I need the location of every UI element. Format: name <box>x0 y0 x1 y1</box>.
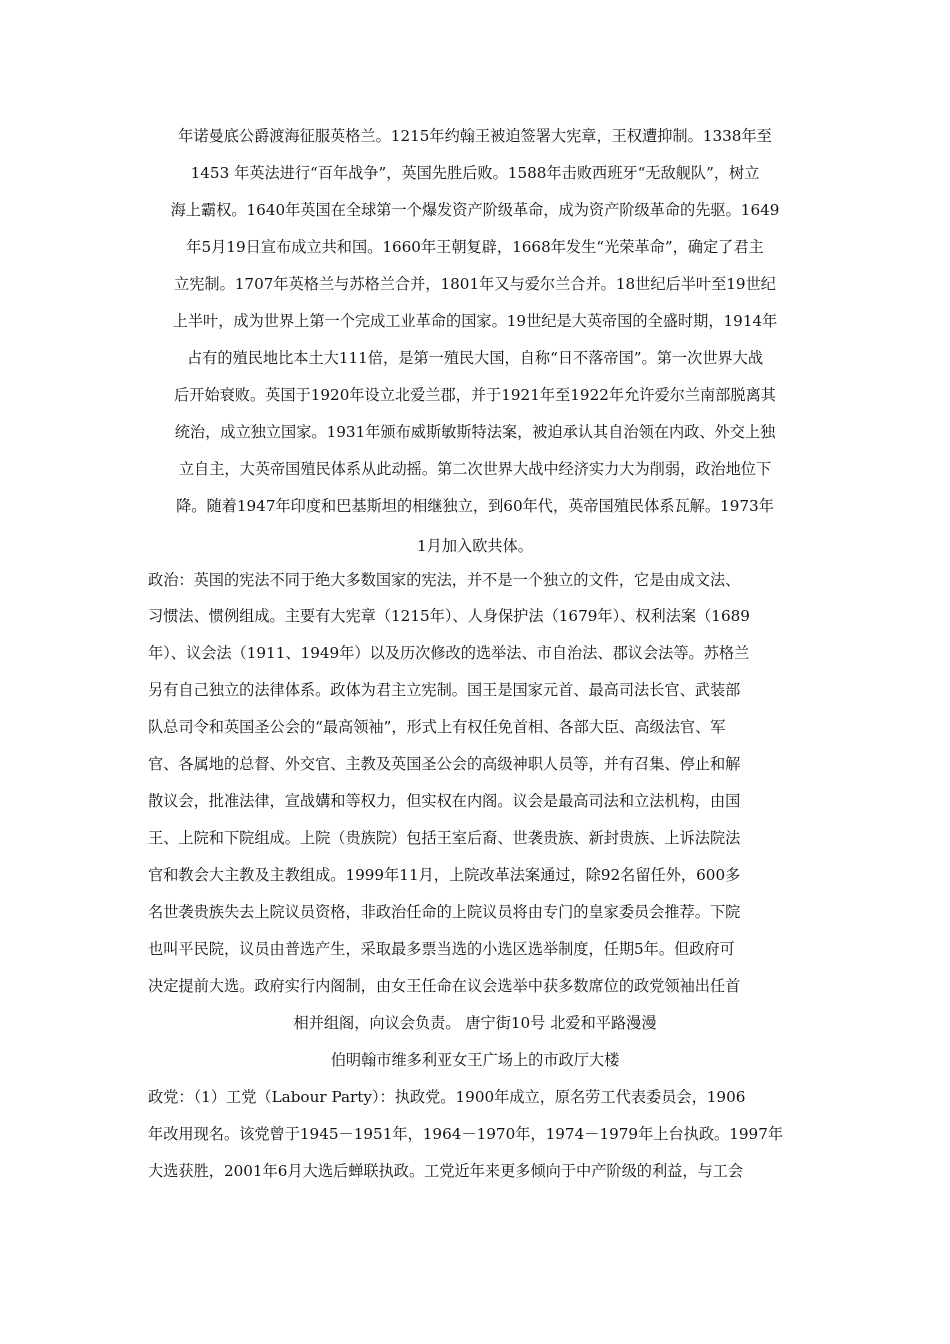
history-line-7: 占有的殖民地比本土大111倍，是第一殖民大国，自称“日不落帝国”。第一次世界大战 <box>186 349 764 367</box>
politics-line-4: 另有自己独立的法律体系。政体为君主立宪制。国王是国家元首、最高司法长官、武装部 <box>148 681 741 699</box>
politics-line-6: 官、各属地的总督、外交官、主教及英国圣公会的高级神职人员等，并有召集、停止和解 <box>148 755 741 773</box>
politics-line-8: 王、上院和下院组成。上院（贵族院）包括王室后裔、世袭贵族、新封贵族、上诉法院法 <box>148 829 741 847</box>
history-line-2: 1453 年英法进行“百年战争”，英国先胜后败。1588年击败西班牙“无敌舰队”，树立 <box>190 164 760 182</box>
history-line-10: 立自主，大英帝国殖民体系从此动摇。第二次世界大战中经济实力大为削弱，政治地位下 <box>178 460 772 478</box>
parties-line-1: 政党：（1）工党（Labour Party）：执政党。1900年成立，原名劳工代表委员会，1906 <box>148 1088 746 1106</box>
history-line-9: 统治，成立独立国家。1931年颁布威斯敏斯特法案，被迫承认其自治领在内政、外交上独 <box>174 423 776 441</box>
history-line-4: 年5月19日宣布成立共和国。1660年王朝复辟，1668年发生“光荣革命”，确定了君主 <box>186 238 764 256</box>
parties-line-2: 年改用现名。该党曾于1945－1951年，1964－1970年，1974－1979年上台执政。1997年 <box>148 1125 784 1143</box>
politics-line-13: 相并组阁，向议会负责。 唐宁街10号 北爱和平路漫漫 <box>293 1014 657 1032</box>
politics-line-5: 队总司令和英国圣公会的“最高领袖”，形式上有权任免首相、各部大臣、高级法官、军 <box>148 718 726 736</box>
politics-line-2: 习惯法、惯例组成。主要有大宪章（1215年）、人身保护法（1679年）、权利法案（1689 <box>148 607 750 625</box>
politics-line-14: 伯明翰市维多利亚女王广场上的市政厅大楼 <box>330 1051 620 1069</box>
politics-line-7: 散议会，批准法律，宣战媾和等权力，但实权在内阁。议会是最高司法和立法机构，由国 <box>148 792 741 810</box>
politics-line-9: 官和教会大主教及主教组成。1999年11月，上院改革法案通过，除92名留任外，600多 <box>148 866 741 884</box>
politics-line-12: 决定提前大选。政府实行内阁制，由女王任命在议会选举中获多数席位的政党领袖出任首 <box>148 977 741 995</box>
parties-line-3: 大选获胜，2001年6月大选后蝉联执政。工党近年来更多倾向于中产阶级的利益，与工会 <box>148 1162 744 1180</box>
politics-line-3: 年）、议会法（1911、1949年）以及历次修改的选举法、市自治法、郡议会法等。苏格兰 <box>148 644 750 662</box>
history-line-11: 降。随着1947年印度和巴基斯坦的相继独立，到60年代，英帝国殖民体系瓦解。1973年 <box>176 497 774 515</box>
politics-line-10: 名世袭贵族失去上院议员资格，非政治任命的上院议员将由专门的皇家委员会推荐。下院 <box>148 903 741 921</box>
history-line-3: 海上霸权。1640年英国在全球第一个爆发资产阶级革命，成为资产阶级革命的先驱。1649 <box>170 201 780 219</box>
politics-line-1: 政治：英国的宪法不同于绝大多数国家的宪法，并不是一个独立的文件，它是由成文法、 <box>148 571 741 589</box>
history-line-12: 1月加入欧共体。 <box>417 537 533 555</box>
politics-line-11: 也叫平民院，议员由普选产生，采取最多票当选的小选区选举制度，任期5年。但政府可 <box>148 940 735 958</box>
history-line-5: 立宪制。1707年英格兰与苏格兰合并，1801年又与爱尔兰合并。18世纪后半叶至19世纪 <box>174 275 776 293</box>
history-line-1: 年诺曼底公爵渡海征服英格兰。1215年约翰王被迫签署大宪章，王权遭抑制。1338年至 <box>178 127 772 145</box>
history-line-8: 后开始衰败。英国于1920年设立北爱兰郡，并于1921年至1922年允许爱尔兰南部脱离其 <box>174 386 776 404</box>
history-line-6: 上半叶，成为世界上第一个完成工业革命的国家。19世纪是大英帝国的全盛时期，1914年 <box>172 312 778 330</box>
